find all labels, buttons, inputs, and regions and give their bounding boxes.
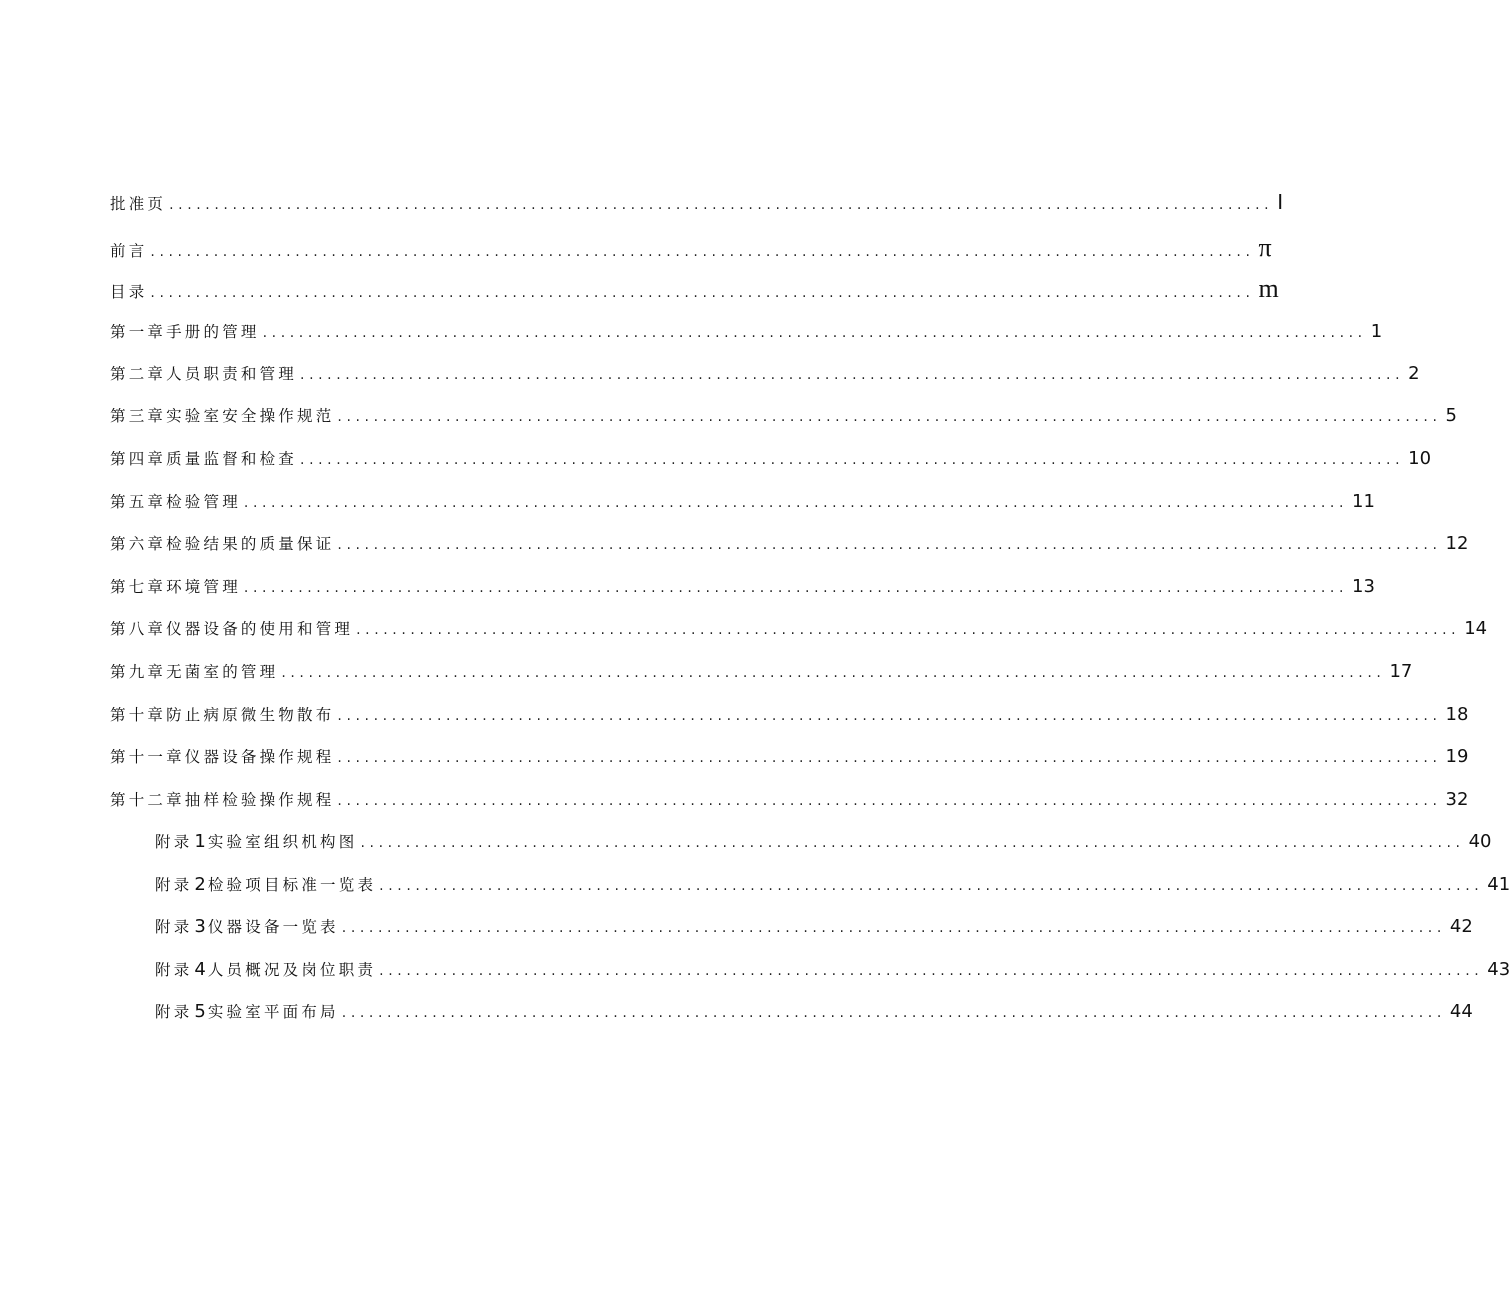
toc-leader-dots: .......................................................................................................................... [150,285,1255,301]
appendix-number: 3 [194,916,206,937]
toc-leader-dots: .......................................................................................................................... [360,835,1465,851]
toc-page-number: m [1258,274,1279,303]
toc-leader-dots: .......................................................................................................................... [337,409,1442,425]
toc-entry-title: 第八章仪器设备的使用和管理 [110,620,354,638]
toc-entry-title: 第二章人员职责和管理 [110,365,298,383]
toc-entry-appendix-2[interactable] [155,873,1510,903]
toc-entry-title: 前言 [110,242,148,260]
toc-leader-dots: .......................................................................................................................... [337,537,1442,553]
toc-entry-title: 批准页 [110,195,167,213]
toc-page-number: 32 [1445,789,1469,810]
toc-page-number: I [1277,190,1284,214]
appendix-number: 2 [194,874,206,895]
toc-page-number: 11 [1352,491,1375,512]
toc-leader-dots: .......................................................................................................................... [243,495,1349,511]
toc-entry-appendix-3[interactable] [155,915,1473,945]
toc-page-number: 40 [1468,831,1492,852]
toc-entry-chapter-6[interactable] [110,532,1469,562]
toc-leader-dots: .......................................................................................................................... [379,878,1484,894]
toc-entry-chapter-3[interactable] [110,404,1457,434]
toc-leader-dots: .......................................................................................................................... [337,793,1442,809]
toc-leader-dots: .......................................................................................................................... [150,244,1255,260]
toc-entry-chapter-9[interactable] [110,660,1413,690]
toc-entry-title [155,958,376,980]
toc-entry-appendix-5[interactable] [155,1000,1473,1030]
toc-entry-chapter-7[interactable] [110,575,1375,605]
toc-entry-chapter-1[interactable] [110,320,1383,350]
toc-entry-appendix-1[interactable] [155,830,1492,860]
toc-entry-title [155,915,339,937]
toc-leader-dots: .......................................................................................................................... [262,325,1367,341]
toc-entry-approval-page[interactable] [110,190,1284,220]
toc-entry-contents[interactable] [110,274,1279,304]
appendix-number: 5 [194,1001,206,1022]
appendix-prefix: 附录 [155,876,193,894]
appendix-title: 人员概况及岗位职责 [207,961,377,979]
toc-leader-dots: .......................................................................................................................... [341,1005,1446,1021]
toc-leader-dots: .......................................................................................................................... [300,452,1405,468]
toc-leader-dots: .......................................................................................................................... [300,367,1405,383]
toc-leader-dots: .......................................................................................................................... [337,708,1442,724]
appendix-prefix: 附录 [155,961,193,979]
appendix-prefix: 附录 [155,1003,193,1021]
toc-page-number: 1 [1370,321,1383,342]
toc-entry-title: 目录 [110,283,148,301]
toc-page-number: 41 [1487,874,1510,895]
toc-entry-title: 第一章手册的管理 [110,323,260,341]
appendix-title: 仪器设备一览表 [207,918,339,936]
toc-leader-dots: .......................................................................................................................... [356,622,1461,638]
toc-entry-title: 第十二章抽样检验操作规程 [110,791,335,809]
toc-page-number: 12 [1445,533,1469,554]
toc-entry-title: 第十章防止病原微生物散布 [110,706,335,724]
toc-entry-preface[interactable] [110,233,1272,263]
appendix-number: 4 [194,959,206,980]
toc-page-number: 18 [1445,704,1469,725]
appendix-title: 实验室平面布局 [207,1003,339,1021]
toc-leader-dots: .......................................................................................................................... [169,197,1274,213]
toc-entry-chapter-10[interactable] [110,703,1469,733]
toc-entry-appendix-4[interactable] [155,958,1510,988]
toc-entry-title: 第六章检验结果的质量保证 [110,535,335,553]
toc-page-number: 19 [1445,746,1469,767]
toc-entry-chapter-11[interactable] [110,745,1469,775]
toc-entry-chapter-12[interactable] [110,788,1469,818]
appendix-prefix: 附录 [155,918,193,936]
toc-entry-chapter-2[interactable] [110,362,1420,392]
toc-leader-dots: .......................................................................................................................... [243,580,1349,596]
toc-page-number: 42 [1449,916,1473,937]
appendix-number: 1 [194,831,206,852]
toc-page-number: π [1258,233,1272,262]
toc-entry-title: 第五章检验管理 [110,493,241,511]
toc-entry-title: 第四章质量监督和检查 [110,450,298,468]
toc-page-number: 5 [1445,405,1457,426]
toc-leader-dots: .......................................................................................................................... [281,665,1386,681]
toc-leader-dots: .......................................................................................................................... [337,750,1442,766]
toc-entry-title: 第三章实验室安全操作规范 [110,407,335,425]
toc-entry-title [155,1000,339,1022]
toc-page-number: 17 [1389,661,1413,682]
appendix-prefix: 附录 [155,833,193,851]
toc-entry-title [155,873,376,895]
toc-entry-title: 第十一章仪器设备操作规程 [110,748,335,766]
toc-leader-dots: .......................................................................................................................... [379,963,1484,979]
toc-page-number: 10 [1408,448,1432,469]
toc-entry-title: 第九章无菌室的管理 [110,663,279,681]
toc-page-number: 13 [1352,576,1375,597]
appendix-title: 实验室组织机构图 [207,833,358,851]
toc-entry-chapter-8[interactable] [110,617,1488,647]
toc-entry-chapter-4[interactable] [110,447,1432,477]
appendix-title: 检验项目标准一览表 [207,876,377,894]
toc-entry-title [155,830,357,852]
toc-page-number: 2 [1408,363,1420,384]
toc-page-number: 14 [1464,618,1488,639]
toc-page-number: 43 [1487,959,1510,980]
toc-page-number: 44 [1449,1001,1473,1022]
toc-entry-chapter-5[interactable] [110,490,1375,520]
toc-entry-title: 第七章环境管理 [110,578,241,596]
toc-leader-dots: .......................................................................................................................... [341,920,1446,936]
